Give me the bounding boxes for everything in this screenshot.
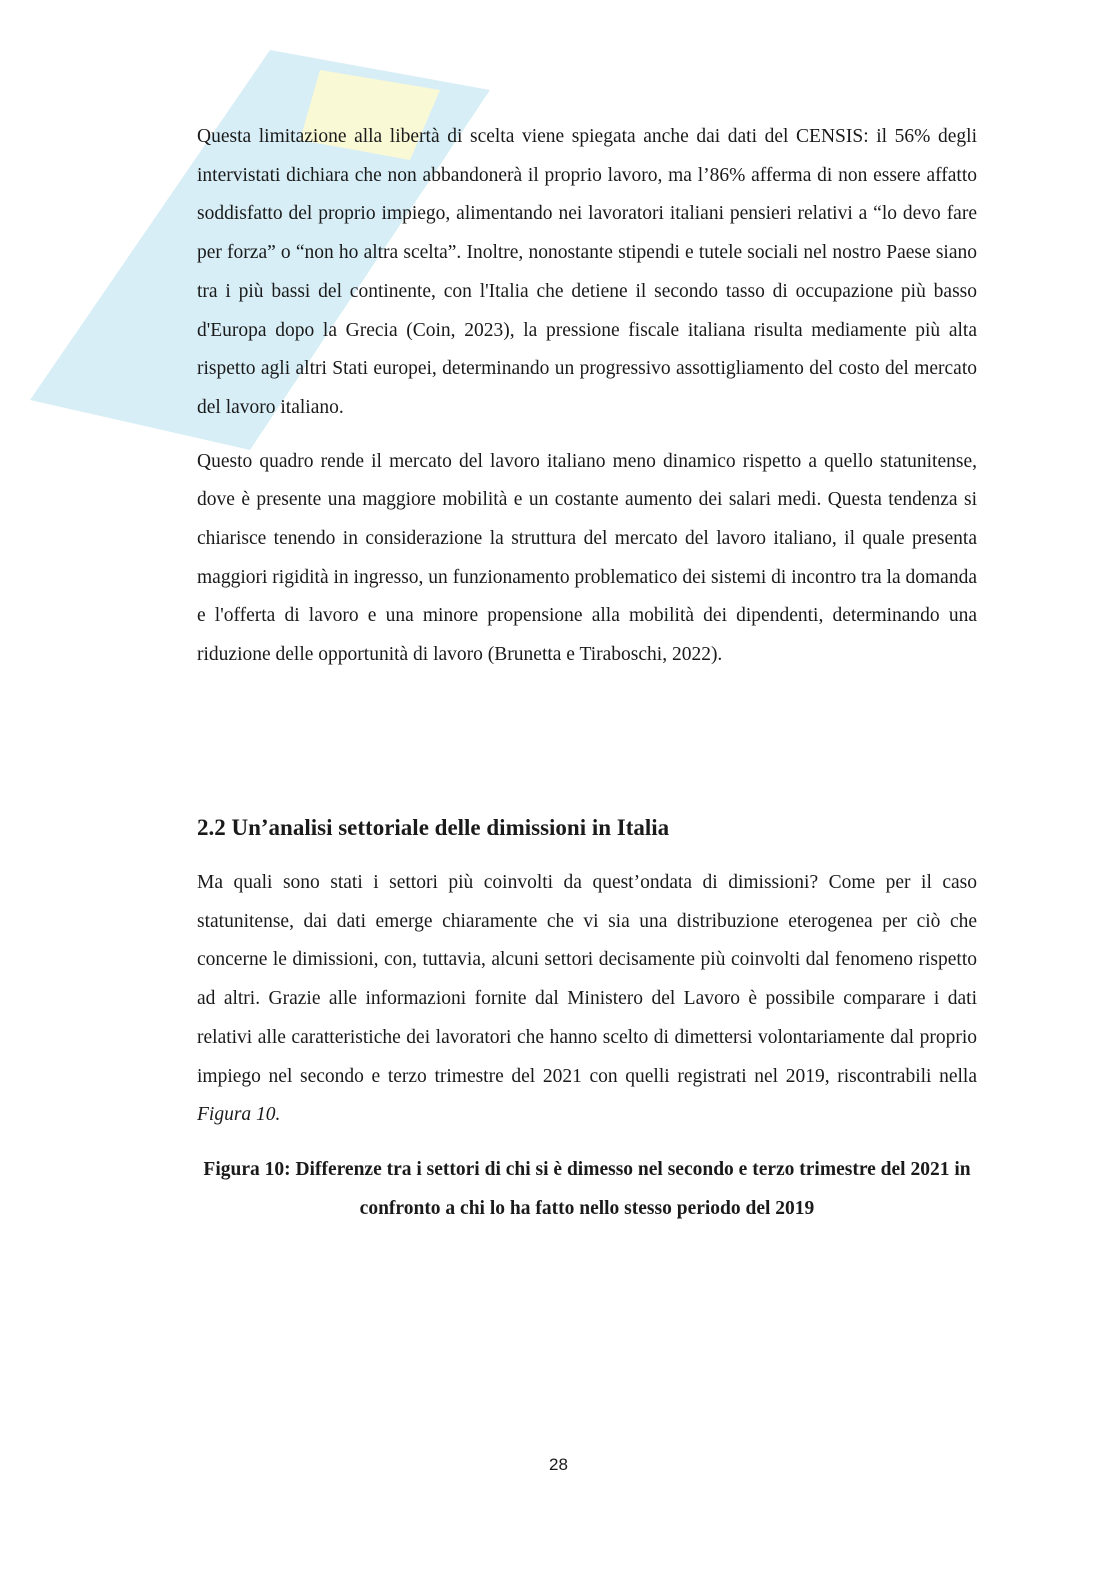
body-paragraph-3 [197, 864, 977, 1135]
main-text-column [197, 118, 977, 1219]
body-paragraph-2: Questo quadro rende il mercato del lavoro italiano meno dinamico rispetto a quello statunitense, dove è presente una maggiore mobilità e un costante aumento dei salari medi. Questa tendenza si chiarisce tenendo in considerazione la struttura del mercato del lavoro italiano, il quale presenta maggiori rigidità in ingresso, un funzionamento problematico dei sistemi di incontro tra la domanda e l'offerta di lavoro e una minore propensione alla mobilità dei dipendenti, determinando una riduzione delle opportunità di lavoro (Brunetta e Tiraboschi, 2022). [197, 450, 977, 666]
page-number: 28 [549, 1455, 568, 1474]
figure-caption: Figura 10: Differenze tra i settori di chi si è dimesso nel secondo e terzo trimestre del 2021 in confronto a chi lo ha fatto nello stesso periodo del 2019 [203, 1159, 971, 1219]
figure-reference: Figura 10. [197, 1104, 281, 1126]
section-heading: 2.2 Un’analisi settoriale delle dimissioni in Italia [197, 815, 670, 840]
body-paragraph-1: Questa limitazione alla libertà di scelta viene spiegata anche dai dati del CENSIS: il 56% degli intervistati dichiara che non abbandonerà il proprio lavoro, ma l’86% afferma di non essere affatto soddisfatto del proprio impiego, alimentando nei lavoratori italiani pensieri relativi a “lo devo fare per forza” o “non ho altra scelta”. Inoltre, nonostante stipendi e tutele sociali nel nostro Paese siano tra i più bassi del continente, con l'Italia che detiene il secondo tasso di occupazione più basso d'Europa dopo la Grecia (Coin, 2023), la pressione fiscale italiana risulta mediamente più alta rispetto agli altri Stati europei, determinando un progressivo assottigliamento del costo del mercato del lavoro italiano. [197, 126, 977, 418]
body-paragraph-3-text: Ma quali sono stati i settori più coinvolti da quest’ondata di dimissioni? Come per il caso statunitense, dai dati emerge chiaramente che vi sia una distribuzione eterogenea per ciò che concerne le dimissioni, con, tuttavia, alcuni settori decisamente più coinvolti dal fenomeno rispetto ad altri. Grazie alle informazioni fornite dal Ministero del Lavoro è possibile comparare i dati relativi alle caratteristiche dei lavoratori che hanno scelto di dimettersi volontariamente dal proprio impiego nel secondo e terzo trimestre del 2021 con quelli registrati nel 2019, riscontrabili nella [197, 872, 977, 1087]
